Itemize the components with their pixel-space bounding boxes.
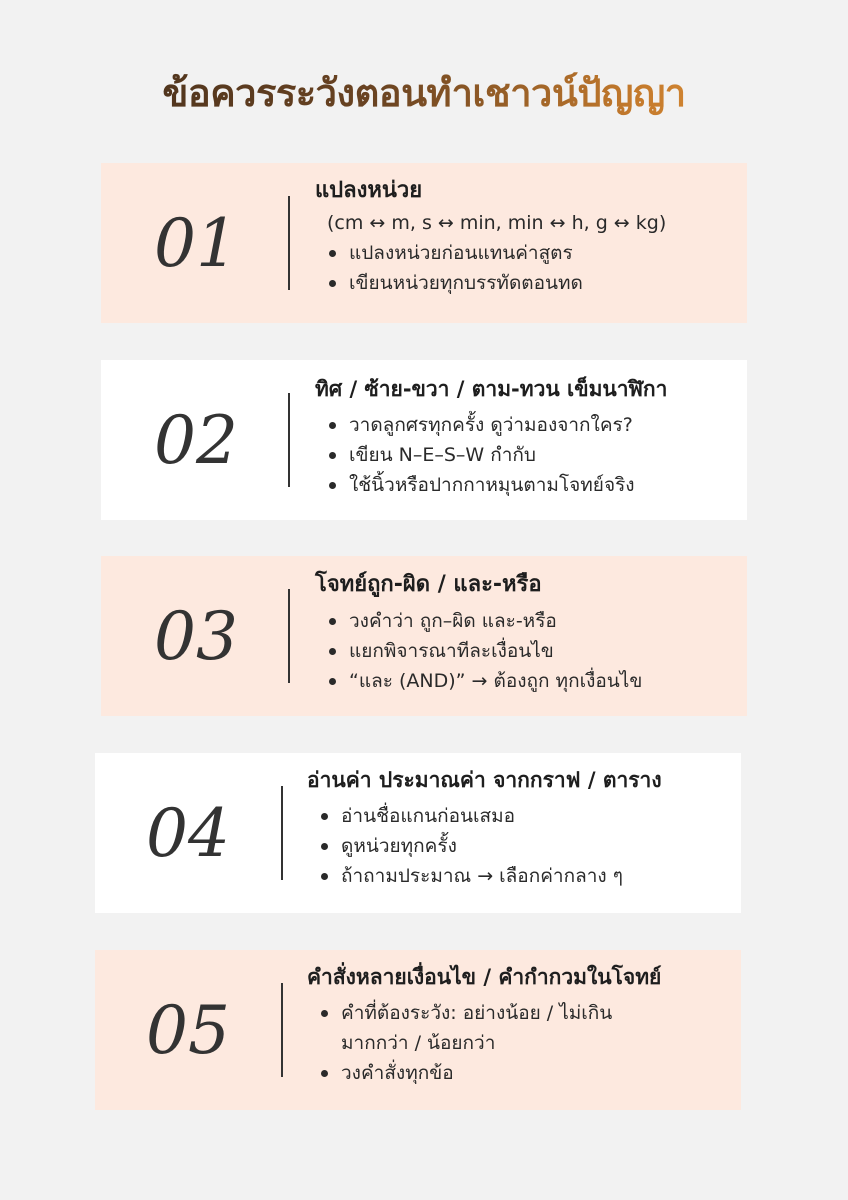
card-heading: แปลงหน่วย <box>315 178 423 203</box>
card-subheading: (cm ↔ m, s ↔ min, min ↔ h, g ↔ kg) <box>327 212 667 234</box>
list-item: คำที่ต้องระวัง: อย่างน้อย / ไม่เกิน <box>307 998 661 1028</box>
card-heading: ทิศ / ซ้าย-ขวา / ตาม-ทวน เข็มนาฬิกา <box>315 377 668 401</box>
list-item: “และ (AND)” → ต้องถูก ทุกเงื่อนไข <box>315 666 642 696</box>
card-true-false <box>101 556 747 716</box>
card-unit-conversion <box>101 163 747 323</box>
bullet-list <box>307 998 661 1088</box>
list-item: ใช้นิ้วหรือปากกาหมุนตามโจทย์จริง <box>315 470 667 500</box>
list-item: วงคำสั่งทุกข้อ <box>307 1058 661 1088</box>
card-directions <box>101 360 747 520</box>
divider <box>281 786 283 880</box>
bullet-list <box>307 801 662 891</box>
page-title: ข้อควรระวังตอนทำเชาวน์ปัญญา <box>0 62 848 123</box>
divider <box>288 589 290 683</box>
card-number: 04 <box>146 794 230 872</box>
list-item: วาดลูกศรทุกครั้ง ดูว่ามองจากใคร? <box>315 410 667 440</box>
card-number: 02 <box>154 401 238 479</box>
divider <box>288 393 290 487</box>
card-number: 03 <box>154 597 238 675</box>
list-item: แยกพิจารณาทีละเงื่อนไข <box>315 636 642 666</box>
list-item: แปลงหน่วยก่อนแทนค่าสูตร <box>315 238 666 268</box>
bullet-list <box>315 410 667 500</box>
list-item: อ่านชื่อแกนก่อนเสมอ <box>307 801 662 831</box>
list-item: ถ้าถามประมาณ → เลือกค่ากลาง ๆ <box>307 861 662 891</box>
card-read-graph <box>95 753 741 913</box>
list-item: เขียน N–E–S–W กำกับ <box>315 440 667 470</box>
bullet-list <box>315 606 642 696</box>
list-item: ดูหน่วยทุกครั้ง <box>307 831 662 861</box>
bullet-list <box>315 238 666 298</box>
card-heading: คำสั่งหลายเงื่อนไข / คำกำกวมในโจทย์ <box>307 965 662 989</box>
divider <box>281 983 283 1077</box>
list-item: เขียนหน่วยทุกบรรทัดตอนทด <box>315 268 666 298</box>
card-heading: อ่านค่า ประมาณค่า จากกราฟ / ตาราง <box>307 768 662 792</box>
card-number: 01 <box>154 204 238 282</box>
card-multi-condition <box>95 950 741 1110</box>
list-item: วงคำว่า ถูก–ผิด และ-หรือ <box>315 606 642 636</box>
card-heading: โจทย์ถูก-ผิด / และ-หรือ <box>315 572 542 597</box>
divider <box>288 196 290 290</box>
card-number: 05 <box>146 991 230 1069</box>
list-item-continuation: มากกว่า / น้อยกว่า <box>341 1032 496 1054</box>
